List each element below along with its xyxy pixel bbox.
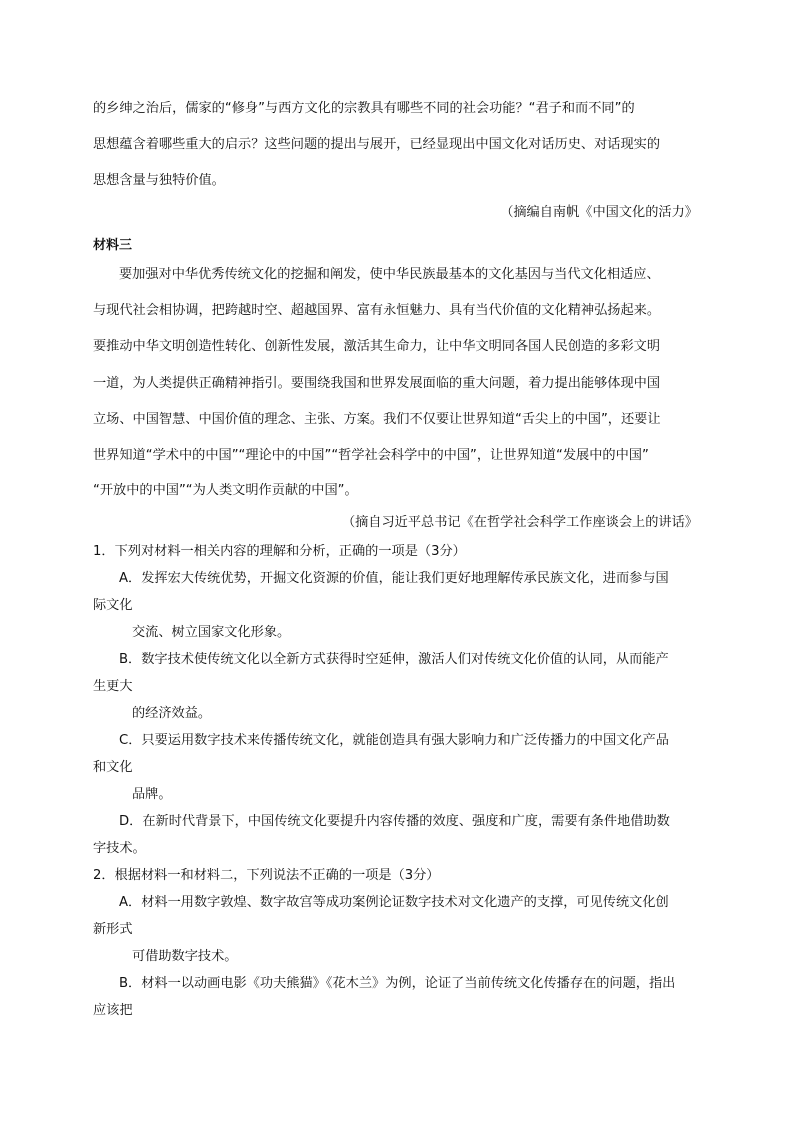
q2-option-b-line1: B．材料一以动画电影《功夫熊猫》《花木兰》为例，论证了当前传统文化传播存在的问题，指出: [119, 976, 676, 991]
q1-option-b-line3: 的经济效益。: [132, 706, 212, 721]
q1-option-c-line2: 和文化: [93, 760, 133, 775]
passage-source: （摘编自南帆《中国文化的活力》: [500, 205, 698, 220]
material3-heading: 材料三: [93, 238, 133, 253]
material3-line: 要加强对中华优秀传统文化的挖掘和阐发，使中华民族最基本的文化基因与当代文化相适应、: [119, 267, 660, 282]
material3-line: 立场、中国智慧、中国价值的理念、主张、方案。我们不仅要让世界知道“舌尖上的中国”，还要让: [93, 412, 661, 427]
q1-option-d-line2: 字技术。: [93, 841, 146, 856]
passage-line: 思想含量与独特价值。: [93, 173, 225, 188]
material3-source: （摘自习近平总书记《在哲学社会科学工作座谈会上的讲话》: [341, 515, 698, 530]
q1-option-a-line2: 际文化: [93, 598, 133, 613]
material3-line: “开放中的中国”“为人类文明作贡献的中国”。: [93, 483, 358, 498]
material3-line: 与现代社会相协调，把跨越时空、超越国界、富有永恒魅力、具有当代价值的文化精神弘扬起来。: [93, 303, 661, 318]
q1-option-c-line3: 品牌。: [132, 787, 172, 802]
material3-line: 世界知道“学术中的中国”“理论中的中国”“哲学社会科学中的中国”，让世界知道“发展中的中国”: [93, 448, 649, 463]
material3-line: 一道，为人类提供正确精神指引。要围绕我国和世界发展面临的重大问题，着力提出能够体现中国: [93, 376, 661, 391]
q1-option-d-line1: D．在新时代背景下，中国传统文化要提升内容传播的效度、强度和广度，需要有条件地借助数: [119, 814, 670, 829]
q1-option-a-line1: A．发挥宏大传统优势，开掘文化资源的价值，能让我们更好地理解传承民族文化，进而参与国: [119, 571, 669, 586]
q1-option-b-line1: B．数字技术使传统文化以全新方式获得时空延伸，激活人们对传统文化价值的认同，从而能产: [119, 652, 669, 667]
q2-option-a-line3: 可借助数字技术。: [132, 949, 238, 964]
material3-line: 要推动中华文明创造性转化、创新性发展，激活其生命力，让中华文明同各国人民创造的多彩文明: [93, 339, 661, 354]
q1-option-a-line3: 交流、树立国家文化形象。: [132, 625, 291, 640]
q2-option-a-line2: 新形式: [93, 922, 133, 937]
question1-stem: 1．下列对材料一相关内容的理解和分析，正确的一项是（3分）: [93, 544, 466, 559]
q1-option-b-line2: 生更大: [93, 679, 133, 694]
q1-option-c-line1: C．只要运用数字技术来传播传统文化，就能创造具有强大影响力和广泛传播力的中国文化产品: [119, 733, 669, 748]
q2-option-a-line1: A．材料一用数字敦煌、数字故宫等成功案例论证数字技术对文化遗产的支撑，可见传统文化创: [119, 895, 669, 910]
q2-option-b-line2: 应该把: [93, 1003, 133, 1018]
passage-line: 的乡绅之治后，儒家的“修身”与西方文化的宗教具有哪些不同的社会功能？“君子和而不同”的: [93, 101, 635, 116]
passage-line: 思想蕴含着哪些重大的启示？这些问题的提出与展开，已经显现出中国文化对话历史、对话现实的: [93, 137, 661, 152]
question2-stem: 2．根据材料一和材料二，下列说法不正确的一项是（3分）: [93, 868, 440, 883]
